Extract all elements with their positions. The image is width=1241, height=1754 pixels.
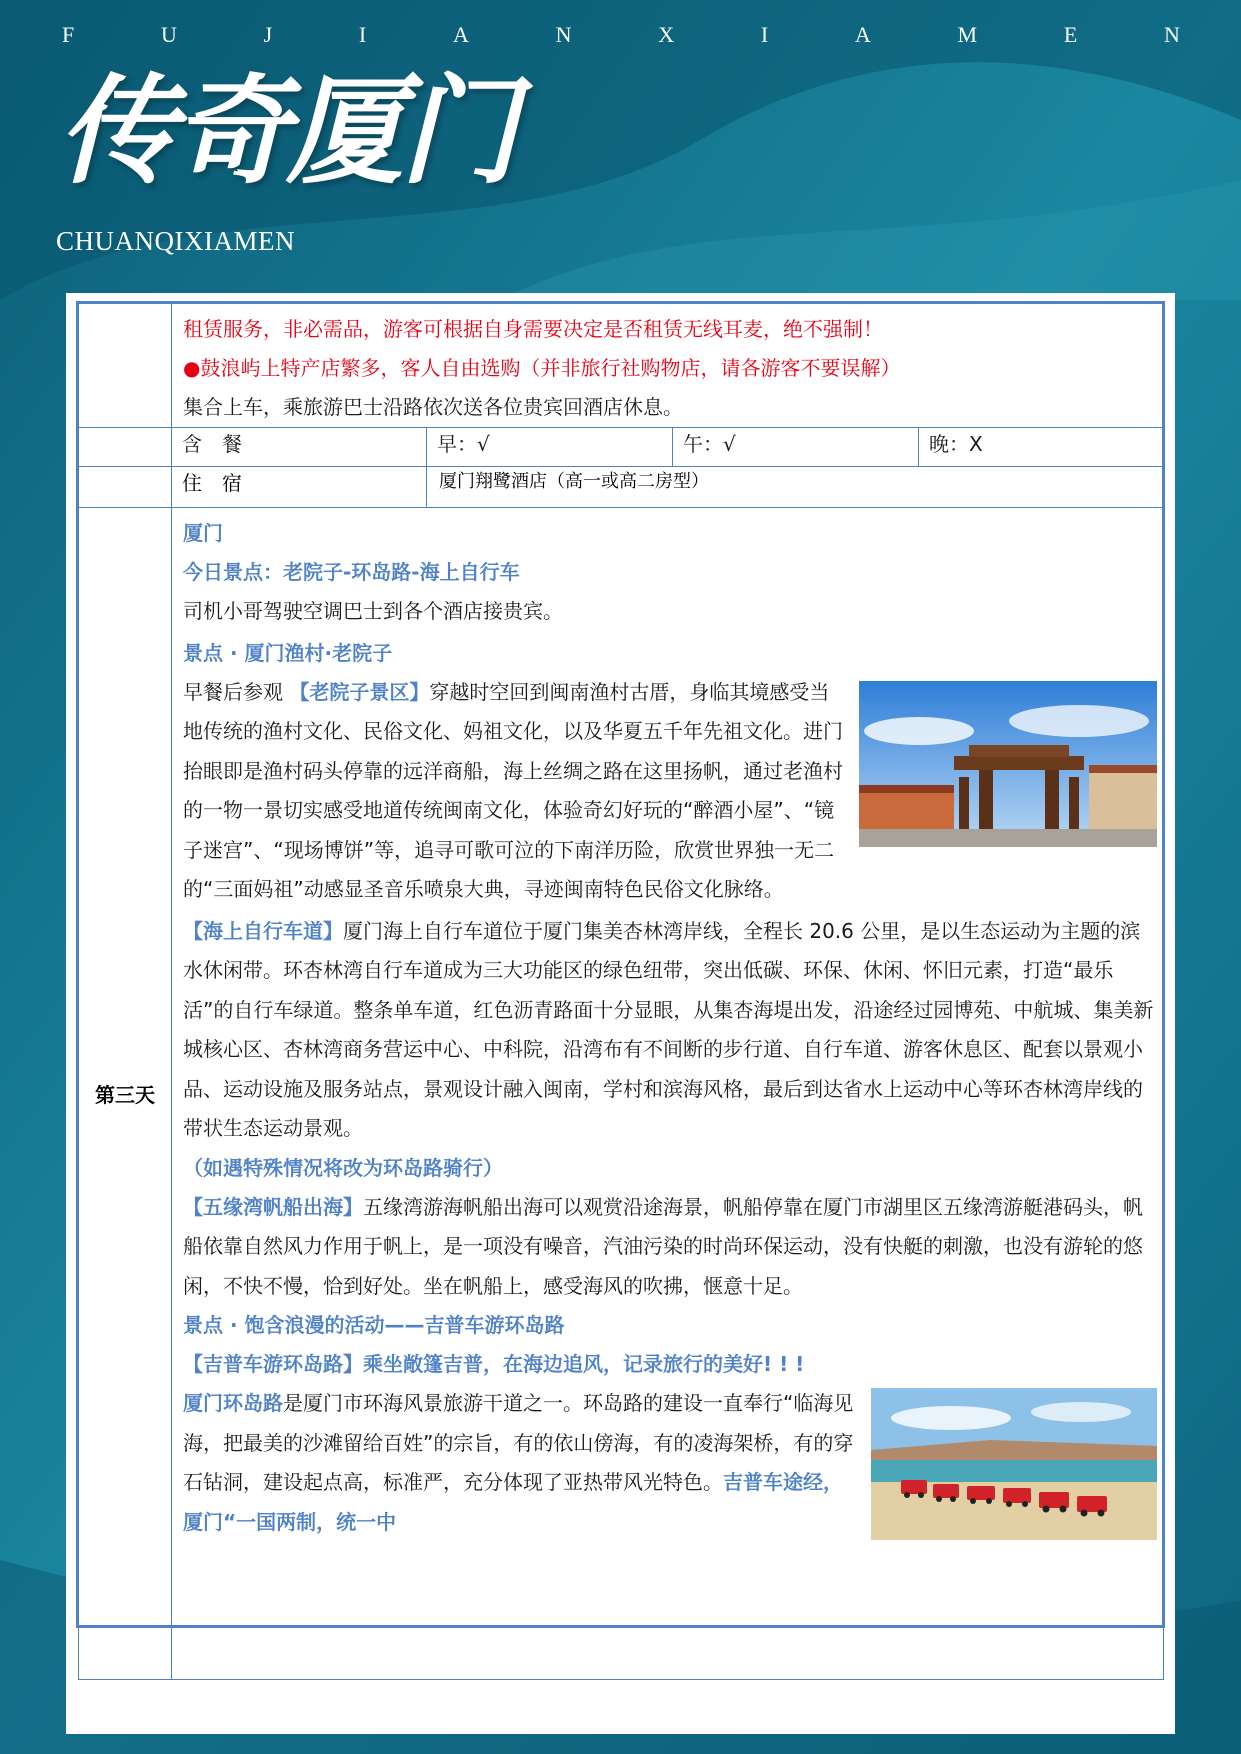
spot1-name: 【老院子景区】	[289, 679, 430, 704]
bike-alternative: （如遇特殊情况将改为环岛路骑行）	[183, 1155, 503, 1180]
spot2-title: 景点 · 饱含浪漫的活动——吉普车游环岛路	[183, 1313, 565, 1337]
meals-day-cell	[79, 428, 172, 467]
jeep-beach-photo	[871, 1388, 1157, 1540]
return-note: 集合上车，乘旅游巴士沿路依次送各位贵宾回酒店休息。	[183, 395, 683, 419]
brand-letter: I	[760, 22, 769, 47]
brand-letter: E	[1063, 22, 1078, 47]
today-spots: 今日景点：老院子-环岛路-海上自行车	[183, 560, 520, 584]
brand-letter: A	[854, 22, 871, 47]
road-tail: 吉普车途经，厦门“一国两制，统一中	[183, 1470, 843, 1534]
sail-name: 【五缘湾帆船出海】	[183, 1194, 363, 1219]
brand-letter: X	[658, 22, 675, 47]
brand-letter: A	[452, 22, 469, 47]
day3-city: 厦门	[183, 521, 223, 545]
sail-paragraph: 【五缘湾帆船出海】五缘湾游海帆船出海可以观赏沿途海景，帆船停靠在厦门市湖里区五缘湾游艇港码头，帆船依靠自然风力作用于帆上，是一项没有噪音，汽油污染的时尚环保运动，没有快艇的刺激，也没有游轮的悠闲，不快不慢，恰到好处。坐在帆船上，感受海风的吹拂，惬意十足。	[183, 1194, 1143, 1298]
day3-content	[172, 508, 1164, 1680]
road-name: 厦门环岛路	[183, 1391, 283, 1415]
day2-day-cell	[79, 304, 172, 428]
stay-day-cell	[79, 467, 172, 508]
itinerary-table	[78, 303, 1164, 1680]
road-paragraph: 厦门环岛路是厦门市环海风景旅游干道之一。环岛路的建设一直奉行“临海见海，把最美的沙滩留给百姓”的宗旨，有的依山傍海，有的凌海架桥，有的穿石钻洞，建设起点高，标准严，充分体现了亚热带风光特色。吉普车途经，厦门“一国两制，统一中	[183, 1391, 854, 1534]
stay-row	[79, 467, 1164, 508]
meals-label: 含 餐	[172, 428, 427, 467]
old-courtyard-photo	[859, 681, 1157, 847]
brand-letter: I	[358, 22, 367, 47]
spot1-paragraph: 早餐后参观 【老院子景区】穿越时空回到闽南渔村古厝，身临其境感受当地传统的渔村文化、民俗文化、妈祖文化，以及华夏五千年先祖文化。进门抬眼即是渔村码头停靠的远洋商船，海上丝绸之路在这里扬帆，通过老渔村的一物一景切实感受地道传统闽南文化，体验奇幻好玩的“醉酒小屋”、“镜子迷宫”、“现场博饼”等，追寻可歌可泣的下南洋历险，欣赏世界独一无二的“三面妈祖”动感显圣音乐喷泉大典，寻迹闽南特色民俗文化脉络。	[183, 679, 843, 901]
bike-paragraph: 【海上自行车道】厦门海上自行车道位于厦门集美杏林湾岸线，全程长 20.6 公里，是以生态运动为主题的滨水休闲带。环杏林湾自行车道成为三大功能区的绿色纽带，突出低碳、环保、休闲、怀旧元素，打造“最乐活”的自行车绿道。整条单车道，红色沥青路面十分显眼，从集杏海堤出发，沿途经过园博苑、中航城、集美新城核心区、杏林湾商务营运中心、中科院，沿湾布有不间断的步行道、自行车道、游客休息区、配套以景观小品、运动设施及服务站点，景观设计融入闽南，学村和滨海风格，最后到达省水上运动中心等环杏林湾岸线的带状生态运动景观。	[183, 918, 1154, 1140]
day2-notes-cell	[172, 304, 1164, 428]
meals-row	[79, 428, 1164, 467]
brand-letter: M	[957, 22, 978, 47]
brand-letter: F	[62, 22, 75, 47]
brand-letter: U	[160, 22, 177, 47]
breakfast-cell: 早：√	[427, 428, 673, 467]
pickup-text: 司机小哥驾驶空调巴士到各个酒店接贵宾。	[183, 599, 563, 623]
rental-note: 租赁服务，非必需品，游客可根据自身需要决定是否租赁无线耳麦，绝不强制！	[183, 317, 883, 341]
brand-letter: N	[1164, 22, 1180, 47]
bike-name: 【海上自行车道】	[183, 918, 343, 943]
brand-letters	[62, 22, 1180, 52]
jeep-line: 【吉普车游环岛路】乘坐敞篷吉普，在海边追风，记录旅行的美好! ! !	[183, 1352, 805, 1376]
dinner-cell: 晚：X	[919, 428, 1164, 467]
brand-letter: N	[555, 22, 572, 47]
lunch-cell: 午：√	[673, 428, 919, 467]
day3-row	[79, 508, 1164, 1680]
spot1-title: 景点 · 厦门渔村·老院子	[183, 640, 393, 665]
page-subtitle: CHUANQIXIAMEN	[56, 226, 295, 256]
shopping-note: ●鼓浪屿上特产店繁多，客人自由选购（并非旅行社购物店，请各游客不要误解）	[183, 356, 901, 380]
hotel-cell: 厦门翔鹭酒店（高一或高二房型）	[427, 467, 1164, 508]
day2-notes-row	[79, 304, 1164, 428]
day3-label: 第三天	[79, 508, 172, 1680]
brand-letter: J	[263, 22, 273, 47]
page-title: 传奇厦门	[58, 61, 515, 200]
stay-label: 住 宿	[172, 467, 427, 508]
